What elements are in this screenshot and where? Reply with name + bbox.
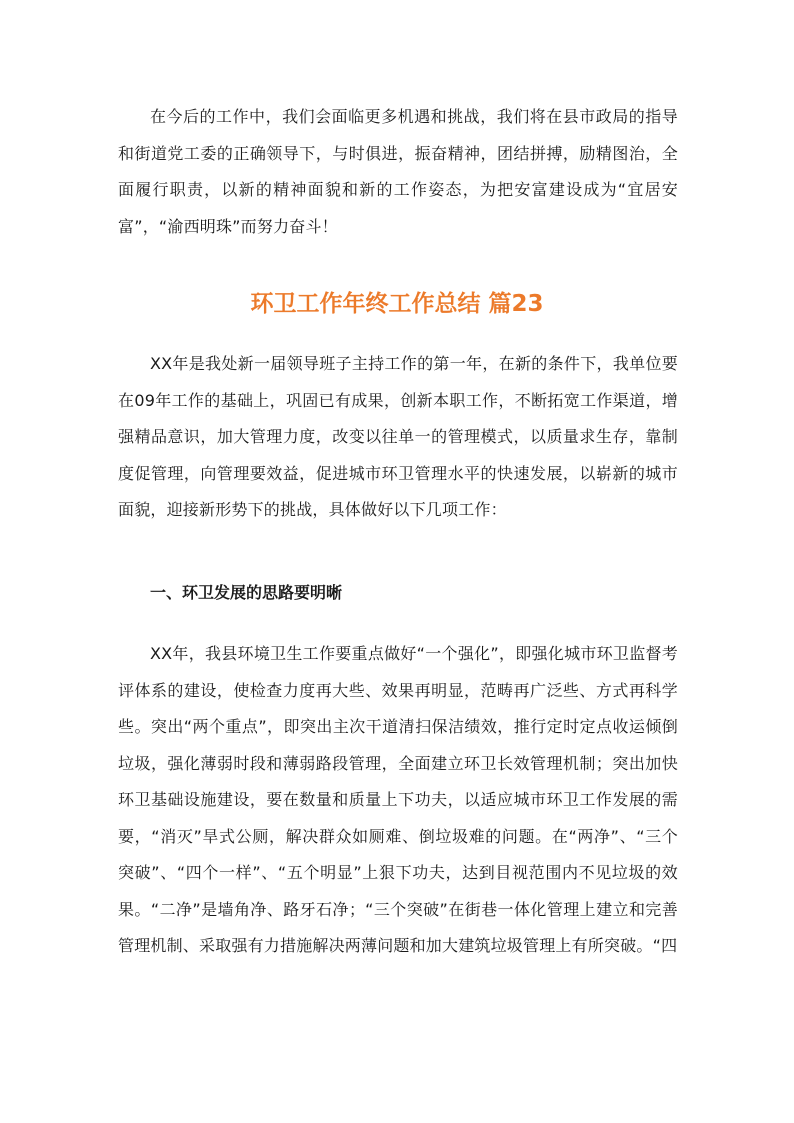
paragraph-body: XX年，我县环境卫生工作要重点做好“一个强化”，即强化城市环卫监督考评体系的建设，使检查力度再大些、效果再明显，范畴再广泛些、方式再科学些。突出“两个重点”，即突出主次干道清扫保洁绩效，推行定时定点收运倾倒垃圾，强化薄弱时段和薄弱路段管理，全面建立环卫长效管理机制；突出加快环卫基础设施建设，要在数量和质量上下功夫，以适应城市环卫工作发展的需要，“消灭”旱式公厕，解决群众如厕难、倒垃圾难的问题。在“两净”、“三个突破”、“四个一样”、“五个明显”上狠下功夫，达到目视范围内不见垃圾的效果。“二净”是墙角净、路牙石净；“三个突破”在街巷一体化管理上建立和完善管理机制、采取强有力措施解决两薄问题和加大建筑垃圾管理上有所突破。“四 bbox=[118, 644, 678, 955]
section-heading: 环卫工作年终工作总结 篇23 bbox=[250, 291, 544, 317]
subsection-heading: 一、环卫发展的思路要明晰 bbox=[150, 583, 343, 602]
paragraph-intro: XX年是我处新一届领导班子主持工作的第一年，在新的条件下，我单位要在09年工作的基础上，巩固已有成果，创新本职工作，不断拓宽工作渠道，增强精品意识，加大管理力度，改变以往单一的管理模式，以质量求生存，靠制度促管理，向管理要效益，促进城市环卫管理水平的快速发展，以崭新的城市面貌，迎接新形势下的挑战，具体做好以下几项工作： bbox=[118, 354, 678, 519]
paragraph-closing: 在今后的工作中，我们会面临更多机遇和挑战，我们将在县市政局的指导和街道党工委的正确领导下，与时俱进，振奋精神，团结拼搏，励精图治，全面履行职责，以新的精神面貌和新的工作姿态，为把安富建设成为“宜居安富”，“渝西明珠”而努力奋斗！ bbox=[118, 107, 678, 236]
